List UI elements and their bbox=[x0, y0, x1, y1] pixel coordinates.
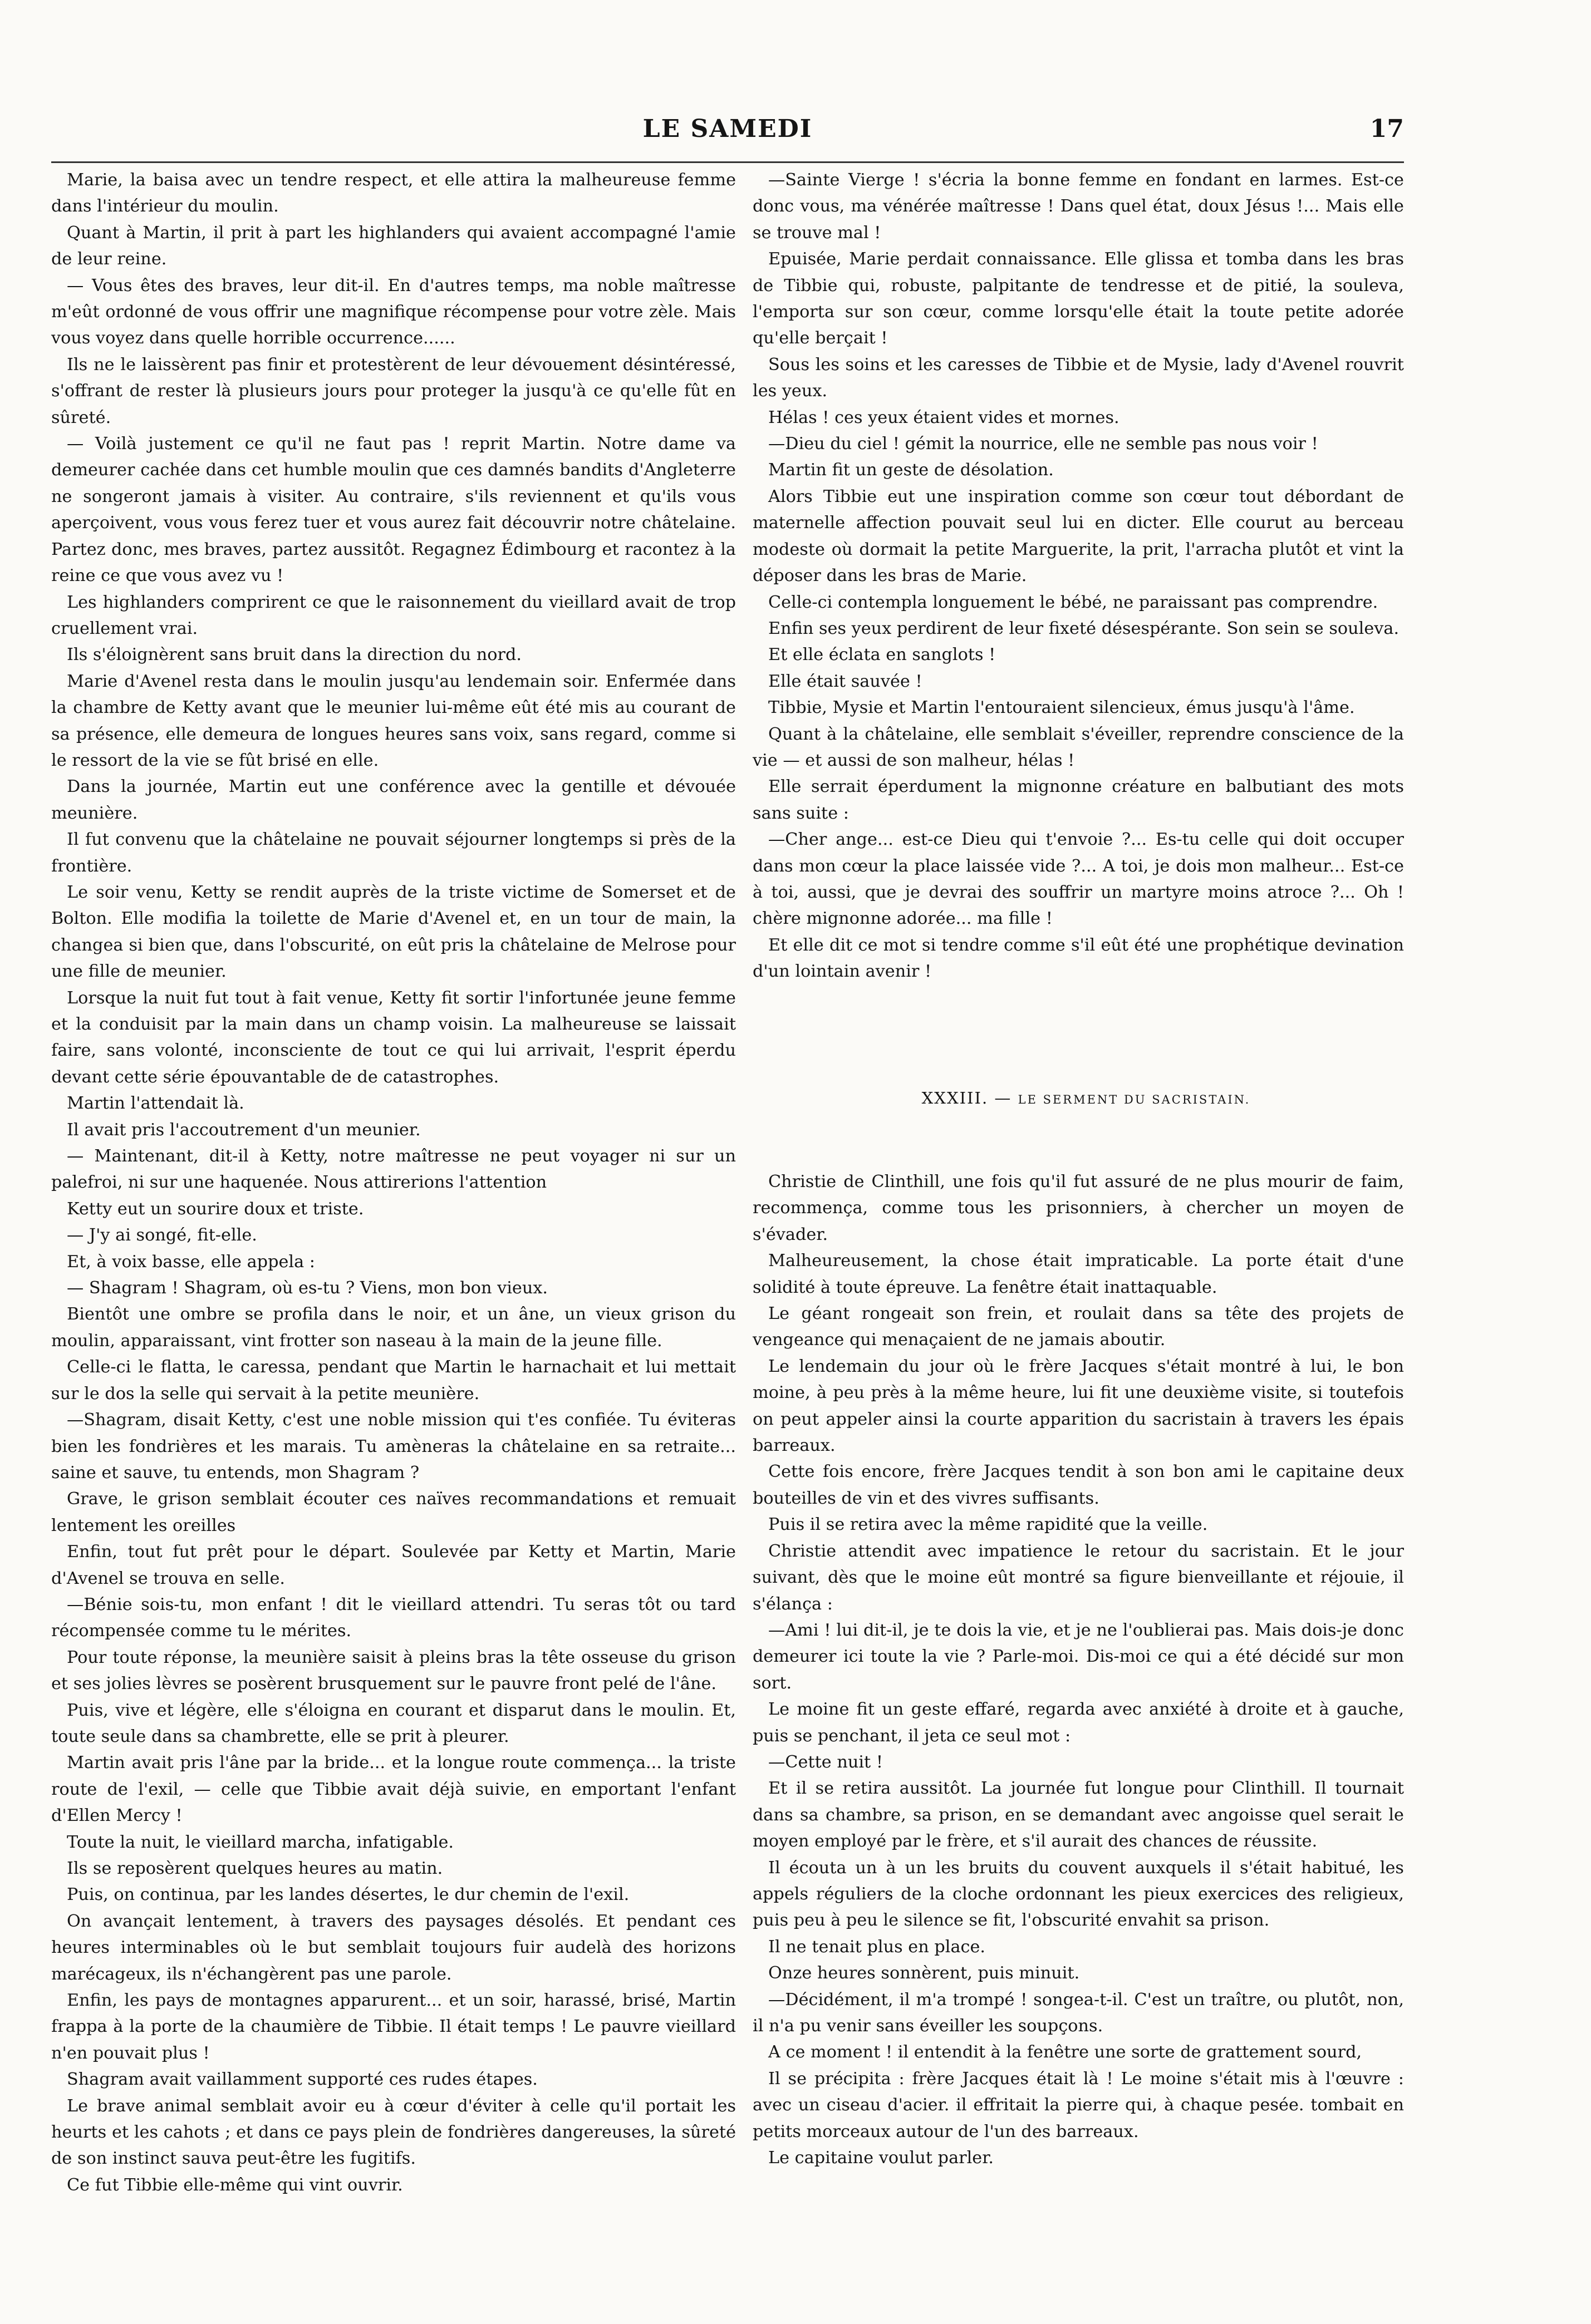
paragraph: Le capitaine voulut parler. bbox=[768, 2148, 994, 2168]
left-column bbox=[51, 167, 736, 2198]
paragraph: Christie attendit avec impatience le retour du sacristain. Et le jour suivant, dès que le moine eût montré sa figure bienveillante et réjouie, il s'élança : bbox=[753, 1541, 1404, 1614]
paragraph: Martin l'attendait là. bbox=[67, 1094, 244, 1114]
paragraph: —Ami ! lui dit-il, je te dois la vie, et je ne l'oublierai pas. Mais dois-je donc demeurer ici toute la vie ? Parle-moi. Dis-moi ce qui a été décidé sur mon sort. bbox=[753, 1620, 1404, 1693]
paragraph: Marie, la baisa avec un tendre respect, et elle attira la malheureuse femme dans l'intérieur du moulin. bbox=[51, 170, 736, 216]
right-column-top-text bbox=[753, 167, 1404, 985]
paragraph: — Vous êtes des braves, leur dit-il. En d'autres temps, ma noble maîtresse m'eût ordonné de vous offrir une magnifique récompense pour votre zèle. Mais vous voyez dans quelle horrible occurrence...... bbox=[51, 275, 736, 348]
paragraph: Ce fut Tibbie elle-même qui vint ouvrir. bbox=[67, 2175, 403, 2195]
paragraph: Le géant rongeait son frein, et roulait dans sa tête des projets de vengeance qui menaçaient de ne jamais aboutir. bbox=[753, 1304, 1404, 1350]
paragraph: Puis il se retira avec la même rapidité que la veille. bbox=[768, 1515, 1208, 1535]
paragraph: —Sainte Vierge ! s'écria la bonne femme en fondant en larmes. Est-ce donc vous, ma vénérée maîtresse ! Dans quel état, doux Jésus !... Mais elle se trouve mal ! bbox=[753, 170, 1404, 243]
paragraph: Ils ne le laissèrent pas finir et protestèrent de leur dévouement désintéressé, s'offrant de rester là plusieurs jours pour proteger la jusqu'à ce qu'elle fût en sûreté. bbox=[51, 354, 736, 427]
paragraph: Elle était sauvée ! bbox=[768, 671, 922, 691]
paragraph: Alors Tibbie eut une inspiration comme son cœur tout débordant de maternelle affection pouvait seul lui en dicter. Elle courut au berceau modeste où dormait la petite Marguerite, la prit, l'arracha plutôt et vint la déposer dans les bras de Marie. bbox=[753, 486, 1404, 586]
paragraph: On avançait lentement, à travers des paysages désolés. Et pendant ces heures interminables où le but semblait toujours fuir audelà des horizons marécageux, ils n'échangèrent pas une parole. bbox=[51, 1911, 736, 1984]
header-rule bbox=[51, 161, 1404, 163]
paragraph: Bientôt une ombre se profila dans le noir, et un âne, un vieux grison du moulin, apparaissant, vint frotter son naseau à la main de la jeune fille. bbox=[51, 1304, 736, 1351]
paragraph: Il se précipita : frère Jacques était là ! Le moine s'était mis à l'œuvre : avec un ciseau d'acier. il effritait la pierre qui, à chaque pesée. tombait en petits morceaux autour de l'un des barreaux. bbox=[753, 2069, 1404, 2141]
paragraph: — Maintenant, dit-il à Ketty, notre maîtresse ne peut voyager ni sur un palefroi, ni sur une haquenée. Nous attirerions l'attention bbox=[51, 1146, 736, 1193]
paragraph: Et elle dit ce mot si tendre comme s'il eût été une prophétique devination d'un lointain avenir ! bbox=[753, 935, 1404, 982]
paragraph: Pour toute réponse, la meunière saisit à pleins bras la tête osseuse du grison et ses jolies lèvres se posèrent brusquement sur le pauvre front pelé de l'âne. bbox=[51, 1647, 736, 1694]
paragraph: Hélas ! ces yeux étaient vides et mornes. bbox=[768, 407, 1119, 427]
paragraph: Enfin, les pays de montagnes apparurent... et un soir, harassé, brisé, Martin frappa à la porte de la chaumière de Tibbie. Il était temps ! Le pauvre vieillard n'en pouvait plus ! bbox=[51, 1991, 736, 2063]
paragraph: Cette fois encore, frère Jacques tendit à son bon ami le capitaine deux bouteilles de vin et des vivres suffisants. bbox=[753, 1462, 1404, 1508]
paragraph: Martin avait pris l'âne par la bride... et la longue route commença... la triste route de l'exil, — celle que Tibbie avait déjà suivie, en emportant l'enfant d'Ellen Mercy ! bbox=[51, 1753, 736, 1826]
paragraph: Et il se retira aussitôt. La journée fut longue pour Clinthill. Il tournait dans sa chambre, sa prison, en se demandant avec angoisse quel serait le moyen employé par le frère, et s'il aurait des chances de réussite. bbox=[753, 1779, 1404, 1852]
paragraph: Le brave animal semblait avoir eu à cœur d'éviter à celle qu'il portait les heurts et les cahots ; et dans ce pays plein de fondrières dangereuses, la sûreté de son instinct sauva peut-être les fugitifs. bbox=[51, 2096, 736, 2169]
right-column bbox=[753, 167, 1404, 2171]
paragraph: Epuisée, Marie perdait connaissance. Elle glissa et tomba dans les bras de Tibbie qui, robuste, palpitante de tendresse et de pitié, la souleva, l'emporta sur son cœur, comme lorsqu'elle était la toute petite adorée qu'elle berçait ! bbox=[753, 249, 1404, 348]
journal-title: LE SAMEDI bbox=[642, 115, 813, 143]
paragraph: —Décidément, il m'a trompé ! songea-t-il. C'est un traître, ou plutôt, non, il n'a pu venir sans éveiller les soupçons. bbox=[753, 1990, 1404, 2036]
page-header bbox=[51, 109, 1404, 159]
right-column-bottom-text bbox=[753, 1169, 1404, 2171]
paragraph: Ils se reposèrent quelques heures au matin. bbox=[67, 1859, 443, 1878]
section-title: LE SERMENT DU SACRISTAIN. bbox=[1018, 1092, 1251, 1106]
paragraph: — Shagram ! Shagram, où es-tu ? Viens, mon bon vieux. bbox=[67, 1278, 548, 1298]
paragraph: Grave, le grison semblait écouter ces naïves recommandations et remuait lentement les oreilles bbox=[51, 1489, 736, 1535]
paragraph: Le lendemain du jour où le frère Jacques s'était montré à lui, le bon moine, à peu près à la même heure, lui fit une deuxième visite, si toutefois on peut appeler ainsi la courte apparition du sacristain à travers les épais barreaux. bbox=[753, 1356, 1404, 1456]
paragraph: Les highlanders comprirent ce que le raisonnement du vieillard avait de trop cruellement vrai. bbox=[51, 592, 736, 638]
paragraph: Quant à Martin, il prit à part les highlanders qui avaient accompagné l'amie de leur reine. bbox=[51, 223, 736, 269]
paragraph: Malheureusement, la chose était impraticable. La porte était d'une solidité à toute épreuve. La fenêtre était inattaquable. bbox=[753, 1251, 1404, 1297]
paragraph: Enfin ses yeux perdirent de leur fixeté désespérante. Son sein se souleva. bbox=[768, 618, 1400, 638]
section-number: XXXIII. — bbox=[921, 1088, 1012, 1107]
page-number: 17 bbox=[1369, 115, 1404, 143]
paragraph: Martin fit un geste de désolation. bbox=[768, 460, 1054, 480]
paragraph: Christie de Clinthill, une fois qu'il fut assuré de ne plus mourir de faim, recommença, comme tous les prisonniers, à chercher un moyen de s'évader. bbox=[753, 1172, 1404, 1244]
paragraph: Puis, vive et légère, elle s'éloigna en courant et disparut dans le moulin. Et, toute seule dans sa chambrette, elle se prit à pleurer. bbox=[51, 1700, 736, 1746]
paragraph: Le moine fit un geste effaré, regarda avec anxiété à droite et à gauche, puis se penchant, il jeta ce seul mot : bbox=[753, 1700, 1404, 1746]
paragraph: — J'y ai songé, fit-elle. bbox=[67, 1225, 257, 1245]
paragraph: Et, à voix basse, elle appela : bbox=[67, 1252, 315, 1272]
paragraph: Quant à la châtelaine, elle semblait s'éveiller, reprendre conscience de la vie — et aussi de son malheur, hélas ! bbox=[753, 724, 1404, 770]
section-heading bbox=[753, 1085, 1404, 1113]
paragraph: Enfin, tout fut prêt pour le départ. Soulevée par Ketty et Martin, Marie d'Avenel se trouva en selle. bbox=[51, 1542, 736, 1588]
paragraph: —Bénie sois-tu, mon enfant ! dit le vieillard attendri. Tu seras tôt ou tard récompensée comme tu le mérites. bbox=[51, 1594, 736, 1641]
paragraph: Il fut convenu que la châtelaine ne pouvait séjourner longtemps si près de la frontière. bbox=[51, 830, 736, 876]
paragraph: Et elle éclata en sanglots ! bbox=[768, 645, 996, 665]
paragraph: Puis, on continua, par les landes désertes, le dur chemin de l'exil. bbox=[67, 1885, 630, 1905]
paragraph: Celle-ci contempla longuement le bébé, ne paraissant pas comprendre. bbox=[768, 592, 1378, 612]
paragraph: — Voilà justement ce qu'il ne faut pas ! reprit Martin. Notre dame va demeurer cachée dans cet humble moulin que ces damnés bandits d'Angleterre ne songeront jamais à visiter. Au contraire, s'ils reviennent et qu'ils vous aperçoivent, vous vous ferez tuer et vous aurez fait découvrir notre châtelaine. Partez donc, mes braves, partez aussitôt. Regagnez Édimbourg et racontez à la reine ce que vous avez vu ! bbox=[51, 434, 736, 586]
paragraph: A ce moment ! il entendit à la fenêtre une sorte de grattement sourd, bbox=[768, 2042, 1362, 2062]
paragraph: Sous les soins et les caresses de Tibbie et de Mysie, lady d'Avenel rouvrit les yeux. bbox=[753, 354, 1404, 401]
paragraph: —Shagram, disait Ketty, c'est une noble mission qui t'es confiée. Tu éviteras bien les fondrières et les marais. Tu amèneras la châtelaine en sa retraite... saine et sauve, tu entends, mon Shagram ? bbox=[51, 1410, 736, 1483]
paragraph: Marie d'Avenel resta dans le moulin jusqu'au lendemain soir. Enfermée dans la chambre de Ketty avant que le meunier lui-même eût été mis au courant de sa présence, elle demeura de longues heures sans voix, sans regard, comme si le ressort de la vie se fût brisé en elle. bbox=[51, 671, 736, 770]
paragraph: Il écouta un à un les bruits du couvent auxquels il s'était habitué, les appels réguliers de la cloche ordonnant les pieux exercices des religieux, puis peu à peu le silence se fit, l'obscurité envahit sa prison. bbox=[753, 1858, 1404, 1931]
paragraph: —Cette nuit ! bbox=[768, 1752, 883, 1772]
paragraph: Shagram avait vaillamment supporté ces rudes étapes. bbox=[67, 2070, 538, 2090]
paragraph: Onze heures sonnèrent, puis minuit. bbox=[768, 1963, 1080, 1983]
paragraph: —Cher ange... est-ce Dieu qui t'envoie ?... Es-tu celle qui doit occuper dans mon cœur la place laissée vide ?... A toi, je dois mon malheur... Est-ce à toi, aussi, que je devrai des souffrir un martyre moins atroce ?... Oh ! chère mignonne adorée... ma fille ! bbox=[753, 830, 1404, 929]
paragraph: Dans la journée, Martin eut une conférence avec la gentille et dévouée meunière. bbox=[51, 777, 736, 823]
paragraph: Elle serrait éperdument la mignonne créature en balbutiant des mots sans suite : bbox=[753, 777, 1404, 823]
paragraph: Il ne tenait plus en place. bbox=[768, 1937, 986, 1957]
paragraph: —Dieu du ciel ! gémit la nourrice, elle ne semble pas nous voir ! bbox=[768, 434, 1318, 454]
paragraph: Tibbie, Mysie et Martin l'entouraient silencieux, émus jusqu'à l'âme. bbox=[768, 698, 1355, 718]
paragraph: Le soir venu, Ketty se rendit auprès de la triste victime de Somerset et de Bolton. Elle modifia la toilette de Marie d'Avenel et, en un tour de main, la changea si bien que, dans l'obscurité, on eût pris la châtelaine de Melrose pour une fille de meunier. bbox=[51, 882, 736, 982]
paragraph: Toute la nuit, le vieillard marcha, infatigable. bbox=[67, 1832, 454, 1852]
paragraph: Ils s'éloignèrent sans bruit dans la direction du nord. bbox=[67, 645, 522, 665]
paragraph: Ketty eut un sourire doux et triste. bbox=[67, 1199, 364, 1219]
paragraph: Il avait pris l'accoutrement d'un meunier. bbox=[67, 1120, 421, 1140]
paragraph: Celle-ci le flatta, le caressa, pendant que Martin le harnachait et lui mettait sur le dos la selle qui servait à la petite meunière. bbox=[51, 1357, 736, 1404]
paragraph: Lorsque la nuit fut tout à fait venue, Ketty fit sortir l'infortunée jeune femme et la conduisit par la main dans un champ voisin. La malheureuse se laissait faire, sans volonté, inconsciente de tout ce qui lui arrivait, l'esprit éperdu devant cette série épouvantable de de catastrophes. bbox=[51, 988, 736, 1087]
